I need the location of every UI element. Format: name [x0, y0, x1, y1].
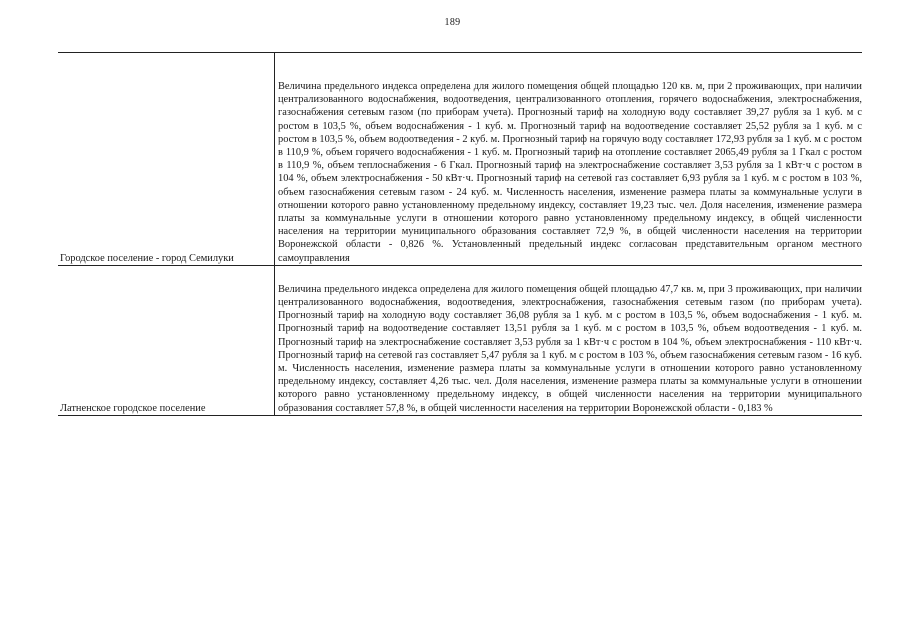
- page-number: 189: [444, 17, 461, 28]
- index-description: Величина предельного индекса определена для жилого помещения общей площадью 47,7 кв. м, при 3 проживающих, при наличии централизованного водоснабжения, водоотведения, электроснабжения, газоснабжения сетевым газом (по приборам учета). Прогнозный тариф на холодную воду составляет 36,08 рубля за 1 куб. м с ростом в 103,5 %, объем водоснабжения - 1 куб. м. Прогнозный тариф на водоотведение составляет 13,51 рубля за 1 куб. м с ростом в 103,5 %, объем водоотведения - 1 куб. м. Прогнозный тариф на электроснабжение составляет 3,53 рубля за 1 кВт·ч с ростом в 104 %, объем электроснабжения - 110 кВт·ч. Прогнозный тариф на сетевой газ составляет 5,47 рубля за 1 куб. м с ростом в 103 %, объем газоснабжения сетевым газом - 16 куб. м. Численность населения, изменение размера платы за коммунальные услуги в отношении которого равно установленному предельному индексу, составляет 4,26 тыс. чел. Доля населения, изменение размера платы за коммунальные услуги в отношении которого равно установленному предельному индексу, в общей численности населения на территории муниципального образования составляет 57,8 %, в общей численности населения на территории Воронежской области - 0,183 %: [275, 265, 863, 415]
- index-table: [58, 52, 862, 416]
- municipality-name: Латненское городское поселение: [58, 265, 275, 415]
- table-row: [58, 265, 862, 415]
- index-description: Величина предельного индекса определена для жилого помещения общей площадью 120 кв. м, при 2 проживающих, при наличии централизованного водоснабжения, водоотведения, централизованного отопления, горячего водоснабжения, электроснабжения, газоснабжения сетевым газом (по приборам учета). Прогнозный тариф на холодную воду составляет 39,27 рубля за 1 куб. м с ростом в 103,5 %, объем водоснабжения - 1 куб. м. Прогнозный тариф на водоотведение составляет 25,52 рубля за 1 куб. м с ростом в 103,5 %, объем водоотведения - 2 куб. м. Прогнозный тариф на горячую воду составляет 172,93 рубля за 1 куб. м с ростом в 110,9 %, объем горячего водоснабжения - 1 куб. м. Прогнозный тариф на отопление составляет 2065,49 рубля за 1 Гкал с ростом в 110,9 %, объем теплоснабжения - 6 Гкал. Прогнозный тариф на электроснабжение составляет 3,53 рубля за 1 кВт·ч с ростом в 104 %, объем электроснабжения - 50 кВт·ч. Прогнозный тариф на сетевой газ составляет 6,93 рубля за 1 куб. м с ростом в 103 %, объем газоснабжения сетевым газом - 24 куб. м. Численность населения, изменение размера платы за коммунальные услуги в отношении которого равно установленному предельному индексу, составляет 19,23 тыс. чел. Доля населения, изменение размера платы за коммунальные услуги в отношении которого равно установленному предельному индексу, в общей численности населения на территории муниципального образования составляет 72,9 %, в общей численности населения на территории Воронежской области - 0,826 %. Установленный предельный индекс согласован представительным органом местного самоуправления: [275, 53, 863, 266]
- table-row: [58, 53, 862, 266]
- municipality-name: Городское поселение - город Семилуки: [58, 53, 275, 266]
